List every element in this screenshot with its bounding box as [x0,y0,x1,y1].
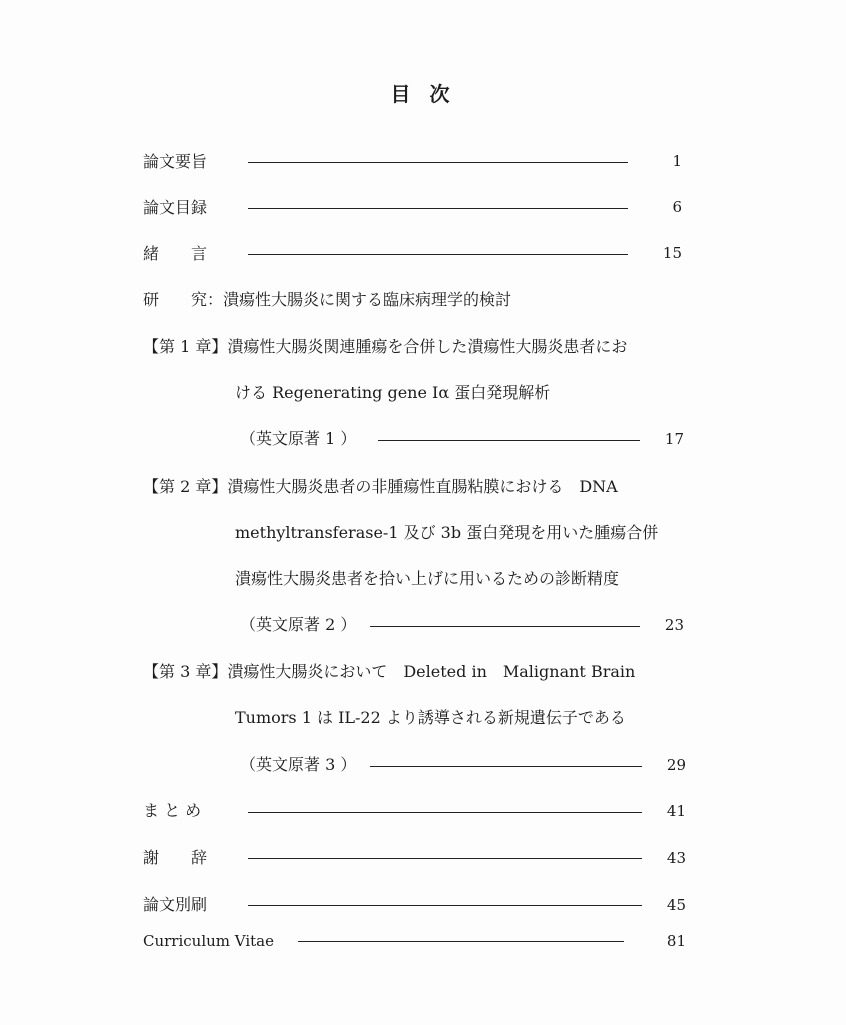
leader-line [370,626,640,627]
page-title: 目 次 [390,82,456,106]
chapter-3-source: （英文原著 3 ） [240,755,357,774]
chapter-2-page: 23 [664,616,684,634]
leader-line [378,440,640,441]
leader-line [370,766,642,767]
chapter-2-line-3: 潰瘍性大腸炎患者を拾い上げに用いるための診断精度 [235,569,620,588]
leader-line [248,858,642,859]
toc-entry-label: 論文要旨 [143,152,208,171]
chapter-2-line-1: 【第 2 章】潰瘍性大腸炎患者の非腫瘍性直腸粘膜における DNA [143,477,618,496]
toc-entry-label: Curriculum Vitae [143,932,275,950]
chapter-3-page: 29 [666,756,686,774]
leader-line [298,941,624,942]
chapter-1-line-1: 【第 1 章】潰瘍性大腸炎関連腫瘍を合併した潰瘍性大腸炎患者にお [143,337,628,356]
toc-entry-label: 謝 辞 [143,848,208,867]
toc-entry-label: 緒 言 [143,244,208,263]
toc-entry-label: ま と め [143,801,202,820]
chapter-3-line-2: Tumors 1 は IL-22 より誘導される新規遺伝子である [235,708,626,727]
chapter-1-line-2: ける Regenerating gene Iα 蛋白発現解析 [235,383,551,402]
leader-line [248,254,628,255]
leader-line [248,208,628,209]
chapter-2-line-2: methyltransferase-1 及び 3b 蛋白発現を用いた腫瘍合併 [235,523,659,542]
toc-entry-page: 81 [666,932,686,950]
toc-entry-label: 論文目録 [143,198,208,217]
toc-entry-page: 41 [666,802,686,820]
toc-entry-page: 15 [662,244,682,262]
leader-line [248,905,642,906]
research-heading: 研 究：潰瘍性大腸炎に関する臨床病理学的検討 [143,290,512,309]
toc-entry-page: 45 [666,896,686,914]
leader-line [248,812,642,813]
chapter-3-line-1: 【第 3 章】潰瘍性大腸炎において Deleted in Malignant Brain [143,662,636,681]
leader-line [248,162,628,163]
toc-entry-page: 1 [672,152,682,170]
chapter-2-source: （英文原著 2 ） [240,615,357,634]
chapter-1-page: 17 [664,430,684,448]
toc-entry-page: 43 [666,849,686,867]
toc-entry-page: 6 [672,198,682,216]
toc-entry-label: 論文別刷 [143,895,208,914]
chapter-1-source: （英文原著 1 ） [240,429,357,448]
